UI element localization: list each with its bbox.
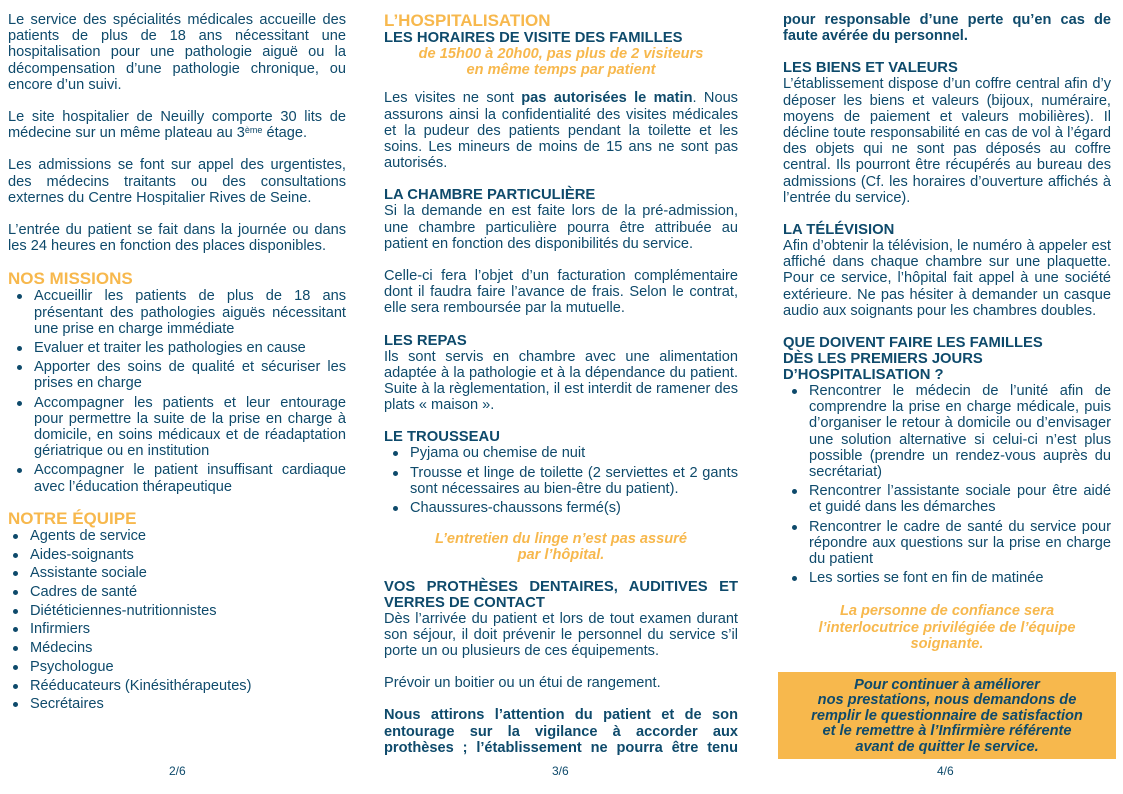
meals-heading: LES REPAS [384, 332, 467, 349]
survey-line: nos prestations, nous demandons de [817, 692, 1077, 709]
page-number-4: 4/6 [937, 764, 954, 778]
page-number-3: 3/6 [552, 764, 569, 778]
mission-item: Apporter des soins de qualité et sécuriser les prises en charge [34, 359, 346, 392]
valuables-paragraph: L’établissement dispose d’un coffre central afin d’y déposer les biens et valeurs (bijoux, numéraire, moyens de paiement et valeurs mobilières). Il décline toute responsabilité en cas de vol à l’égard des objets qui ne sont pas déposés au coffre central. Ils pourront être récupérés au bureau des admissions (Cf. les horaires d’ouverture affichés à l’entrée du service). [783, 76, 1111, 206]
team-heading: NOTRE ÉQUIPE [8, 508, 137, 528]
trousseau-item: Chaussures-chaussons fermé(s) [410, 500, 738, 516]
prostheses-heading: VOS PROTHÈSES DENTAIRES, AUDITIVES ET VERRES DE CONTACT [384, 578, 738, 611]
mission-item: Evaluer et traiter les pathologies en cause [34, 340, 346, 356]
mission-item: Accueillir les patients de plus de 18 ans présentant des pathologies aiguës nécessitant une prise en charge immédiate [34, 288, 346, 337]
families-heading [783, 335, 1111, 383]
survey-line: et le remettre à l’Infirmière référente [822, 723, 1072, 740]
page-number-2: 2/6 [169, 764, 186, 778]
valuables-heading: LES BIENS ET VALEURS [783, 60, 958, 77]
team-item: Aides-soignants [30, 547, 346, 563]
television-paragraph: Afin d’obtenir la télévision, le numéro à appeler est affiché dans chaque chambre sur une plaquette. Pour ce service, l’hôpital fait appel à une société extérieure. Ne pas hésiter à demander un casque audio aux soignants pour les chambres doubles. [783, 238, 1111, 319]
visits-text-end: . Nous assurons ainsi la confidentialité des visites médicales et la pudeur des patients pendant la toilette et les soins. Les mineurs de moins de 15 ans ne sont pas autorisés. [384, 90, 738, 172]
survey-line: Pour continuer à améliorer [854, 677, 1040, 693]
laundry-note-line: L’entretien du linge n’est pas assuré [435, 531, 687, 548]
trousseau-list [384, 445, 738, 516]
trousseau-heading: LE TROUSSEAU [384, 429, 500, 446]
survey-line: avant de quitter le service. [855, 738, 1039, 755]
laundry-note-line: par l’hôpital. [517, 547, 605, 564]
team-item: Secrétaires [30, 696, 346, 712]
site-paragraph [8, 109, 346, 141]
team-item: Cadres de santé [30, 584, 346, 600]
trust-note-line: soignante. [910, 635, 984, 652]
families-item: Rencontrer le médecin de l’unité afin de comprendre la prise en charge médicale, puis d’organiser le retour à domicile ou d’envisager une solution alternative si celui-ci n’est plus possible (prendre un rendez-vous auprès du secrétariat) [809, 383, 1111, 481]
families-heading-line: DÈS LES PREMIERS JOURS [783, 351, 983, 368]
team-item: Agents de service [30, 528, 346, 544]
families-heading-line: D’HOSPITALISATION ? [783, 367, 944, 384]
trust-note-line: La personne de confiance sera [839, 603, 1055, 620]
private-room-heading: LA CHAMBRE PARTICULIÈRE [384, 187, 596, 204]
prostheses-warning-continued: pour responsable d’une perte qu’en cas de faute avérée du personnel. [783, 12, 1111, 45]
families-item: Rencontrer l’assistante sociale pour être aidé et guidé dans les démarches [809, 483, 1111, 516]
page-2-column [8, 12, 346, 715]
visits-hours-line: en même temps par patient [466, 62, 656, 79]
entry-paragraph: L’entrée du patient se fait dans la journée ou dans les 24 heures en fonction des places disponibles. [8, 222, 346, 255]
meals-paragraph: Ils sont servis en chambre avec une alimentation adaptée à la pathologie et à la dépendance du patient. Suite à la règlementation, il est interdit de ramener des plats « maison ». [384, 348, 738, 414]
team-item: Psychologue [30, 659, 346, 675]
television-heading: LA TÉLÉVISION [783, 222, 895, 239]
floor-superscript: ème [244, 125, 263, 136]
team-item: Médecins [30, 640, 346, 656]
team-item: Assistante sociale [30, 565, 346, 581]
prostheses-warning-paragraph: Nous attirons l’attention du patient et de son entourage sur la vigilance à accorder aux prothèses ; l’établissement ne pourra être tenu [384, 707, 738, 756]
missions-heading: NOS MISSIONS [8, 269, 133, 289]
admissions-paragraph: Les admissions se font sur appel des urgentistes, des médecins traitants ou des consultations externes du Centre Hospitalier Rives de Seine. [8, 157, 346, 206]
private-room-billing-paragraph: Celle-ci fera l’objet d’un facturation complémentaire dont il faudra faire l’avance de frais. Selon le contrat, elle sera remboursée par la mutuelle. [384, 268, 738, 317]
intro-paragraph: Le service des spécialités médicales accueille des patients de plus de 18 ans nécessitant une hospitalisation pour une pathologie aiguë ou la décompensation d’une pathologie chronique, ou encore d’un suivi. [8, 12, 346, 93]
prostheses-paragraph: Dès l’arrivée du patient et lors de tout examen durant son séjour, il doit prévenir le personnel du service s’il porte un ou plusieurs de ces équipements. [384, 610, 738, 660]
trust-person-note [783, 603, 1111, 652]
site-text: Le site hospitalier de Neuilly comporte 30 lits de médecine sur un même plateau au 3 [8, 109, 346, 142]
families-list [783, 383, 1111, 586]
team-item: Rééducateurs (Kinésithérapeutes) [30, 678, 346, 694]
families-item: Les sorties se font en fin de matinée [809, 570, 1111, 586]
survey-line: remplir le questionnaire de satisfaction [811, 707, 1083, 724]
team-list [8, 528, 346, 713]
missions-list [8, 288, 346, 494]
team-item: Infirmiers [30, 621, 346, 637]
hospitalisation-heading: L’HOSPITALISATION [384, 11, 551, 30]
private-room-paragraph: Si la demande en est faite lors de la pré-admission, une chambre particulière pourra être attribuée au patient en fonction des disponibilités du service. [384, 203, 738, 252]
visits-hours-line: de 15h00 à 20h00, pas plus de 2 visiteurs [418, 46, 704, 62]
families-item: Rencontrer le cadre de santé du service pour répondre aux questions sur la prise en charge du patient [809, 518, 1111, 568]
families-heading-line: QUE DOIVENT FAIRE LES FAMILLES [783, 335, 1043, 352]
visits-heading: LES HORAIRES DE VISITE DES FAMILLES [384, 30, 683, 46]
mission-item: Accompagner le patient insuffisant cardiaque avec l’éducation thérapeutique [34, 462, 346, 495]
visits-paragraph [384, 90, 738, 171]
prostheses-case-paragraph: Prévoir un boitier ou un étui de rangement. [384, 675, 661, 692]
visits-text: Les visites ne sont [384, 90, 522, 107]
visits-text-bold: pas autorisées le matin [521, 90, 693, 107]
team-item: Diététiciennes-nutritionnistes [30, 603, 346, 619]
site-text-end: étage. [262, 125, 308, 142]
trust-note-line: l’interlocutrice privilégiée de l’équipe [818, 619, 1076, 636]
page-3-column [384, 12, 738, 756]
satisfaction-survey-callout [778, 672, 1116, 759]
page-4-column [783, 12, 1111, 652]
trousseau-item: Trousse et linge de toilette (2 serviettes et 2 gants sont nécessaires au bien-être du patient). [410, 464, 738, 497]
trousseau-item: Pyjama ou chemise de nuit [410, 445, 738, 461]
mission-item: Accompagner les patients et leur entourage pour permettre la suite de la prise en charge à domicile, en soins médicaux et de réadaptation gériatrique ou en institution [34, 394, 346, 460]
